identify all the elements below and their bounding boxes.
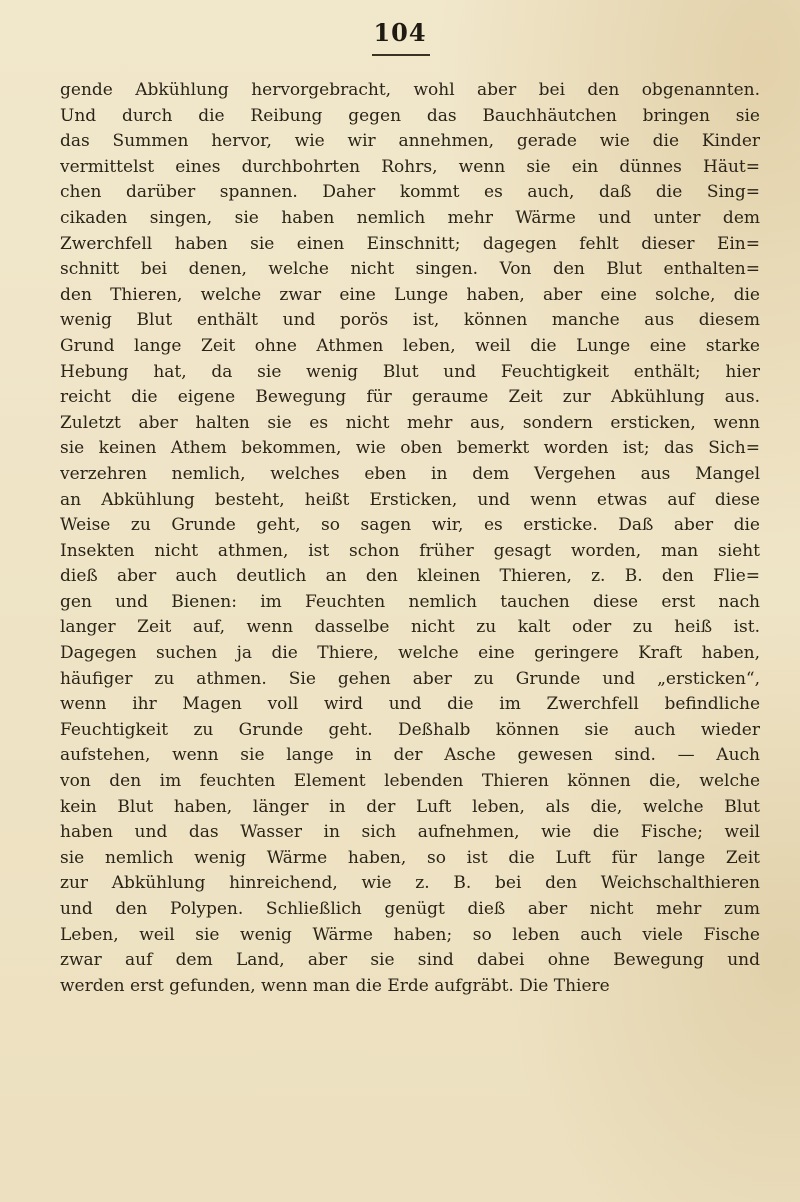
text-line: langer Zeit auf, wenn dasselbe nicht zu kalt oder zu heiß ist. (60, 617, 760, 638)
text-line: Und durch die Reibung gegen das Bauchhäutchen bringen sie (60, 105, 760, 126)
text-line: Zuletzt aber halten sie es nicht mehr aus, sondern ersticken, wenn (60, 412, 760, 433)
text-line: chen darüber spannen. Daher kommt es auch, daß die Sing= (60, 182, 760, 203)
text-line: wenig Blut enthält und porös ist, können manche aus diesem (60, 310, 760, 331)
text-line: gen und Bienen: im Feuchten nemlich tauchen diese erst nach (60, 591, 760, 612)
text-line: sie nemlich wenig Wärme haben, so ist die Luft für lange Zeit (60, 847, 760, 868)
text-line: Dagegen suchen ja die Thiere, welche eine geringere Kraft haben, (60, 643, 760, 664)
text-line: Zwerchfell haben sie einen Einschnitt; dagegen fehlt dieser Ein= (60, 233, 760, 254)
text-line: Leben, weil sie wenig Wärme haben; so leben auch viele Fische (60, 924, 760, 945)
body-text (60, 78, 760, 999)
text-line: den Thieren, welche zwar eine Lunge haben, aber eine solche, die (60, 284, 760, 305)
text-line: Weise zu Grunde geht, so sagen wir, es ersticke. Daß aber die (60, 515, 760, 536)
text-line: häufiger zu athmen. Sie gehen aber zu Grunde und „ersticken“, (60, 668, 760, 689)
text-line: an Abkühlung besteht, heißt Ersticken, und wenn etwas auf diese (60, 489, 760, 510)
text-line: das Summen hervor, wie wir annehmen, gerade wie die Kinder (60, 131, 760, 152)
text-line: und den Polypen. Schließlich genügt dieß aber nicht mehr zum (60, 899, 760, 919)
text-line: kein Blut haben, länger in der Luft leben, als die, welche Blut (60, 796, 760, 817)
text-line: sie keinen Athem bekommen, wie oben bemerkt worden ist; das Sich= (60, 438, 760, 459)
text-line: zwar auf dem Land, aber sie sind dabei ohne Bewegung und (60, 950, 760, 971)
text-line: Hebung hat, da sie wenig Blut und Feuchtigkeit enthält; hier (60, 361, 760, 382)
text-line: Insekten nicht athmen, ist schon früher gesagt worden, man sieht (60, 540, 760, 561)
text-line: reicht die eigene Bewegung für geraume Zeit zur Abkühlung aus. (60, 387, 760, 408)
text-line: schnitt bei denen, welche nicht singen. Von den Blut enthalten= (60, 259, 760, 280)
text-line: Feuchtigkeit zu Grunde geht. Deßhalb können sie auch wieder (60, 719, 760, 740)
page-number: 104 (373, 18, 427, 47)
text-line: dieß aber auch deutlich an den kleinen Thieren, z. B. den Flie= (60, 566, 760, 587)
text-line: werden erst gefunden, wenn man die Erde aufgräbt. Die Thiere (60, 975, 610, 996)
text-line: haben und das Wasser in sich aufnehmen, wie die Fische; weil (60, 822, 760, 843)
text-line: aufstehen, wenn sie lange in der Asche gewesen sind. — Auch (60, 745, 760, 766)
text-line: von den im feuchten Element lebenden Thieren können die, welche (60, 771, 760, 792)
text-line: cikaden singen, sie haben nemlich mehr Wärme und unter dem (60, 207, 760, 228)
text-line: wenn ihr Magen voll wird und die im Zwerchfell befindliche (60, 694, 760, 715)
text-line: Grund lange Zeit ohne Athmen leben, weil die Lunge eine starke (60, 335, 760, 356)
text-line: gende Abkühlung hervorgebracht, wohl aber bei den obgenannten. (60, 80, 760, 100)
text-line: vermittelst eines durchbohrten Rohrs, wenn sie ein dünnes Häut= (60, 156, 760, 177)
text-line: zur Abkühlung hinreichend, wie z. B. bei den Weichschalthieren (60, 873, 760, 894)
text-line: verzehren nemlich, welches eben in dem Vergehen aus Mangel (60, 463, 760, 484)
page-number-rule (372, 54, 430, 56)
